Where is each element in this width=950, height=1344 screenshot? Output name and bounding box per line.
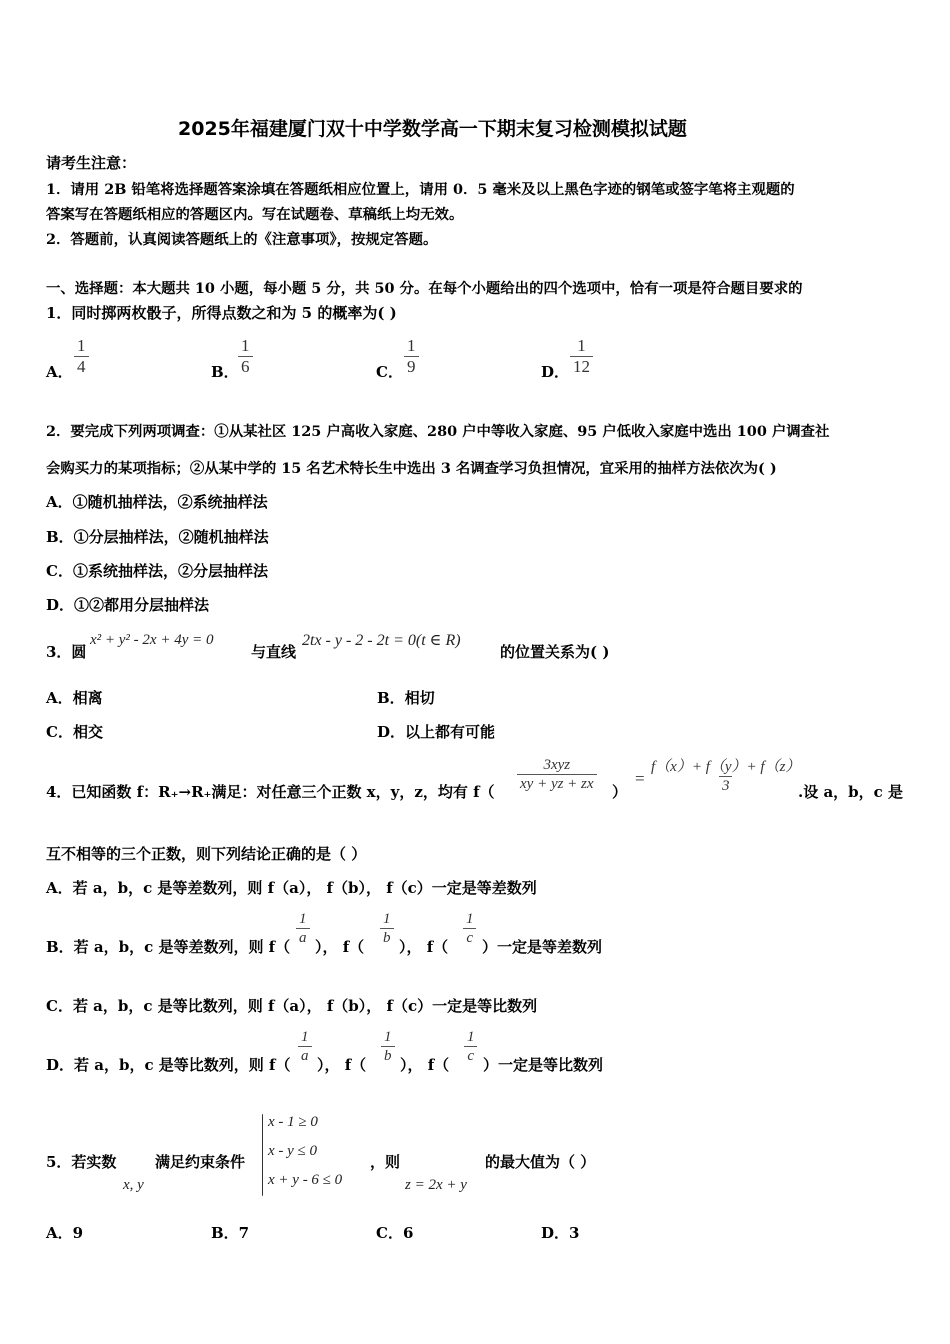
q2-stem-line-2: 会购买力的某项指标；②从某中学的 15 名艺术特长生中选出 3 名调查学习负担情况，宜采用的抽样方法依次为( )	[46, 460, 777, 477]
q4-option-d-sep-2: ）， f（	[400, 1056, 450, 1074]
q4-option-b-end: ）一定是等差数列	[482, 938, 603, 956]
q4-option-b-sep-2: ）， f（	[399, 938, 449, 956]
q5-objective: z = 2x + y	[405, 1177, 467, 1193]
q1-stem: 1．同时掷两枚骰子，所得点数之和为 5 的概率为( )	[46, 304, 397, 322]
fraction-numerator: 1	[241, 336, 250, 355]
q5-brace	[262, 1114, 263, 1196]
notice-line-1a: 1．请用 2B 铅笔将选择题答案涂填在答题纸相应位置上，请用 0．5 毫米及以上黑色字迹的钢笔或签字笔将主观题的	[46, 181, 795, 198]
fraction-numerator: 1	[77, 336, 86, 355]
q5-option-d: D．3	[541, 1224, 580, 1242]
fraction-numerator: 1	[407, 336, 416, 355]
fraction-numerator: 1	[383, 911, 391, 927]
fraction-denominator: 4	[74, 356, 89, 377]
fraction-denominator: b	[380, 928, 394, 947]
fraction-numerator: 1	[466, 911, 474, 927]
fraction-denominator: 3	[719, 776, 733, 795]
q2-option-b: B．①分层抽样法，②随机抽样法	[46, 528, 269, 546]
fraction-denominator: 6	[238, 356, 253, 377]
q4-option-b-prefix: B．若 a，b，c 是等差数列，则 f（	[46, 938, 291, 956]
fraction-denominator: c	[463, 928, 476, 947]
q4-option-b-frac-b	[380, 910, 394, 947]
q4-suffix: .设 a，b，c 是	[798, 783, 904, 801]
fraction-numerator: 1	[577, 336, 586, 355]
q3-option-a: A．相离	[46, 689, 103, 707]
q3-option-d: D．以上都有可能	[377, 723, 496, 741]
fraction-numerator: f（x）+ f（y）+ f（z）	[651, 759, 801, 775]
q4-option-d-sep-1: ）， f（	[317, 1056, 367, 1074]
q5-option-a: A．9	[46, 1224, 84, 1242]
q4-option-b-sep-1: ）， f（	[315, 938, 365, 956]
q4-prefix: 4．已知函数 f：R₊→R₊满足：对任意三个正数 x，y，z，均有 f（	[46, 783, 495, 801]
fraction-denominator: 9	[404, 356, 419, 377]
q4-option-d-end: ）一定是等比数列	[483, 1056, 604, 1074]
q3-option-b: B．相切	[377, 689, 435, 707]
q3-suffix: 的位置关系为( )	[500, 643, 610, 661]
notice-heading: 请考生注意：	[46, 154, 137, 172]
q4-close-paren: ）	[612, 783, 628, 801]
q4-option-d-prefix: D．若 a，b，c 是等比数列，则 f（	[46, 1056, 291, 1074]
q5-then: ，则	[370, 1153, 401, 1171]
q1-option-c-fraction	[404, 336, 419, 378]
fraction-denominator: c	[464, 1046, 477, 1065]
q1-option-d-label: D．	[541, 363, 570, 381]
q4-stem-line-2: 互不相等的三个正数，则下列结论正确的是（ ）	[46, 845, 367, 863]
q5-constraint-3: x + y - 6 ≤ 0	[268, 1172, 343, 1188]
q4-rhs-fraction	[648, 758, 803, 795]
q1-option-d-fraction	[570, 336, 593, 378]
q5-variables: x, y	[123, 1177, 144, 1193]
q3-middle: 与直线	[251, 643, 297, 661]
q1-option-a-label: A．	[46, 363, 73, 381]
q5-constraint-1: x - 1 ≥ 0	[268, 1114, 318, 1130]
q4-argument-fraction	[517, 756, 597, 793]
fraction-denominator: xy + yz + zx	[517, 774, 597, 793]
section-heading: 一、选择题：本大题共 10 小题，每小题 5 分，共 50 分。在每个小题给出的四个选项中，恰有一项是符合题目要求的	[46, 280, 803, 297]
q4-option-a: A．若 a，b，c 是等差数列，则 f（a）， f（b）， f（c）一定是等差数列	[46, 879, 537, 897]
q5-prefix: 5．若实数	[46, 1153, 117, 1171]
q4-option-d-frac-c	[464, 1028, 478, 1065]
fraction-denominator: a	[298, 1046, 312, 1065]
q4-option-d-frac-b	[381, 1028, 395, 1065]
q1-option-c-label: C．	[376, 363, 403, 381]
q5-middle: 满足约束条件	[155, 1153, 246, 1171]
q4-option-c: C．若 a，b，c 是等比数列，则 f（a）， f（b）， f（c）一定是等比数列	[46, 997, 538, 1015]
fraction-numerator: 1	[384, 1029, 392, 1045]
fraction-denominator: a	[296, 928, 310, 947]
q3-prefix: 3．圆	[46, 643, 87, 661]
q1-option-a-fraction	[74, 336, 89, 378]
fraction-numerator: 1	[301, 1029, 309, 1045]
q1-option-b-fraction	[238, 336, 253, 378]
q2-stem-line-1: 2．要完成下列两项调查：①从某社区 125 户高收入家庭、280 户中等收入家庭、95 户低收入家庭中选出 100 户调查社	[46, 423, 830, 440]
page-title: 2025年福建厦门双十中学数学高一下期末复习检测模拟试题	[178, 118, 687, 140]
fraction-numerator: 3xyz	[543, 757, 571, 773]
fraction-denominator: b	[381, 1046, 395, 1065]
q2-option-d: D．①②都用分层抽样法	[46, 596, 210, 614]
q5-option-b: B．7	[211, 1224, 250, 1242]
fraction-numerator: 1	[467, 1029, 475, 1045]
q3-option-c: C．相交	[46, 723, 103, 741]
fraction-denominator: 12	[570, 356, 593, 377]
q3-circle-equation: x² + y² - 2x + 4y = 0	[90, 632, 214, 648]
q4-option-b-frac-a	[296, 910, 310, 947]
q4-equals: =	[635, 769, 645, 788]
q5-option-c: C．6	[376, 1224, 414, 1242]
q4-option-b-frac-c	[463, 910, 477, 947]
fraction-numerator: 1	[299, 911, 307, 927]
q4-option-d-frac-a	[298, 1028, 312, 1065]
q3-line-equation: 2tx - y - 2 - 2t = 0(t ∈ R)	[302, 632, 461, 649]
notice-line-2: 2．答题前，认真阅读答题纸上的《注意事项》，按规定答题。	[46, 231, 438, 248]
q2-option-a: A．①随机抽样法，②系统抽样法	[46, 493, 268, 511]
q5-suffix: 的最大值为（ ）	[485, 1153, 596, 1171]
q2-option-c: C．①系统抽样法，②分层抽样法	[46, 562, 268, 580]
q5-constraint-2: x - y ≤ 0	[268, 1143, 318, 1159]
q1-option-b-label: B．	[211, 363, 239, 381]
notice-line-1b: 答案写在答题纸相应的答题区内。写在试题卷、草稿纸上均无效。	[46, 206, 464, 223]
